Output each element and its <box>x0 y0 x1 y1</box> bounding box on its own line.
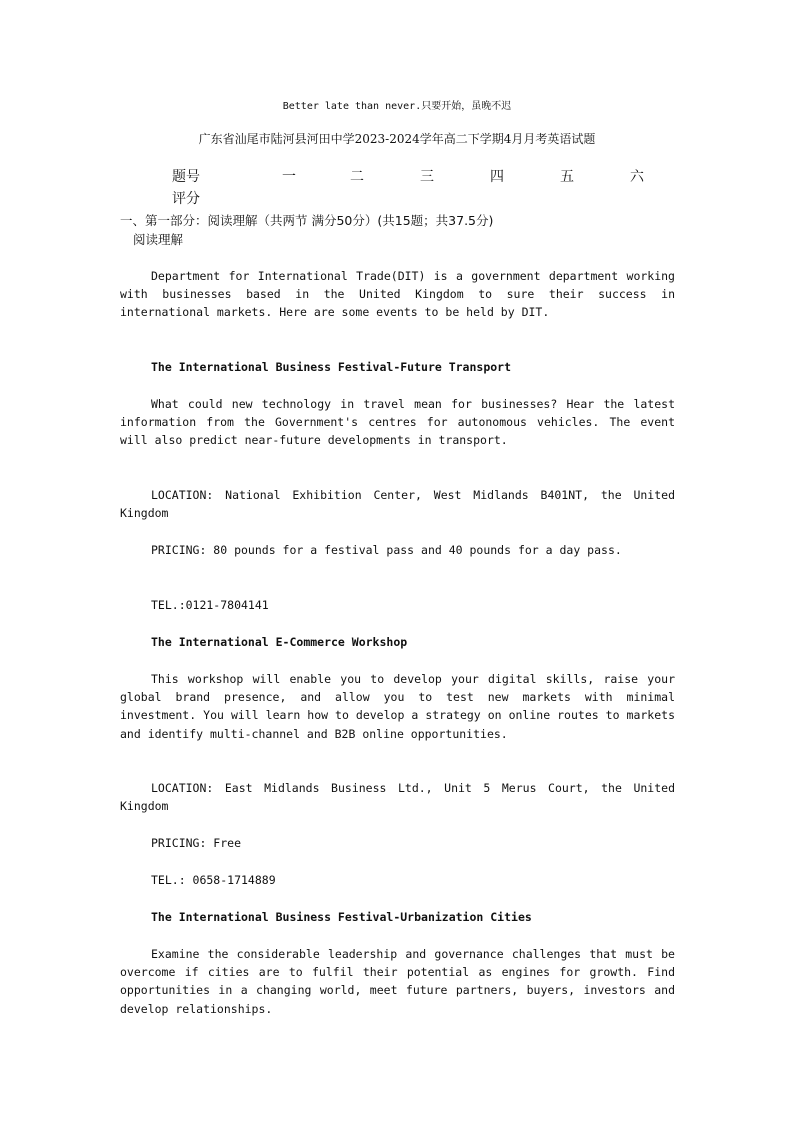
event-description: This workshop will enable you to develop your digital skills, raise your global brand presence, and allow you to test new markets with minimal investment. You will learn how to develop a strategy on online routes to markets and identify multi-channel and B2B online opportunities. <box>120 672 675 741</box>
score-row-marks <box>172 188 652 210</box>
score-col-6: 六 <box>630 169 644 185</box>
event-3-body <box>120 945 675 1018</box>
event-pricing: PRICING: 80 pounds for a festival pass and 40 pounds for a day pass. <box>151 543 622 557</box>
event-1 <box>120 358 675 376</box>
event-2 <box>120 633 675 651</box>
score-col-5: 五 <box>560 169 574 185</box>
motto: Better late than never.只要开始，虽晚不迟 <box>282 101 512 112</box>
event-1-pricing-block <box>120 541 675 559</box>
event-location: LOCATION: National Exhibition Center, West Midlands B401NT, the United Kingdom <box>120 488 675 521</box>
section-heading: 一、第一部分：阅读理解（共两节 满分50分）(共15题；共37.5分) <box>120 213 494 228</box>
event-tel: TEL.: 0658-1714889 <box>151 873 276 887</box>
score-col-1: 一 <box>282 169 296 185</box>
subsection-heading: 阅读理解 <box>133 232 184 247</box>
exam-title: 广东省汕尾市陆河县河田中学2023-2024学年高二下学期4月月考英语试题 <box>198 132 596 146</box>
event-title: The International Business Festival-Urbanization Cities <box>151 910 532 924</box>
event-description: Examine the considerable leadership and governance challenges that must be overcome if cities are to fulfil their potential as engines for growth. Find opportunities in a changing world, meet future partners, buyers, investors and develop relationships. <box>120 947 675 1016</box>
passage-intro: Department for International Trade(DIT) is a government department working with businesses based in the United Kingdom to sure their success in international markets. Here are some events to be held by DIT. <box>120 269 675 320</box>
score-row-marks-label: 评分 <box>172 191 200 207</box>
score-table <box>172 166 652 210</box>
score-col-2: 二 <box>350 169 364 185</box>
score-col-4: 四 <box>490 169 504 185</box>
event-title: The International Business Festival-Future Transport <box>151 360 512 374</box>
event-title: The International E-Commerce Workshop <box>151 635 408 649</box>
event-2-pricing-block <box>120 834 675 852</box>
event-3 <box>120 908 675 926</box>
event-tel: TEL.:0121-7804141 <box>151 598 269 612</box>
event-1-location-block <box>120 486 675 522</box>
score-row-question-numbers <box>172 166 652 188</box>
event-1-body <box>120 395 675 450</box>
score-row-label: 题号 <box>172 169 200 185</box>
score-col-3: 三 <box>420 169 434 185</box>
event-2-body <box>120 670 675 743</box>
event-1-tel-block <box>120 596 675 614</box>
event-description: What could new technology in travel mean for businesses? Hear the latest information from the Government's centres for autonomous vehicles. The event will also predict near-future developments in transport. <box>120 397 675 448</box>
reading-passage <box>120 267 675 322</box>
event-2-tel-block <box>120 871 675 889</box>
event-2-location-block <box>120 779 675 815</box>
event-location: LOCATION: East Midlands Business Ltd., Unit 5 Merus Court, the United Kingdom <box>120 781 675 814</box>
event-pricing: PRICING: Free <box>151 836 242 850</box>
